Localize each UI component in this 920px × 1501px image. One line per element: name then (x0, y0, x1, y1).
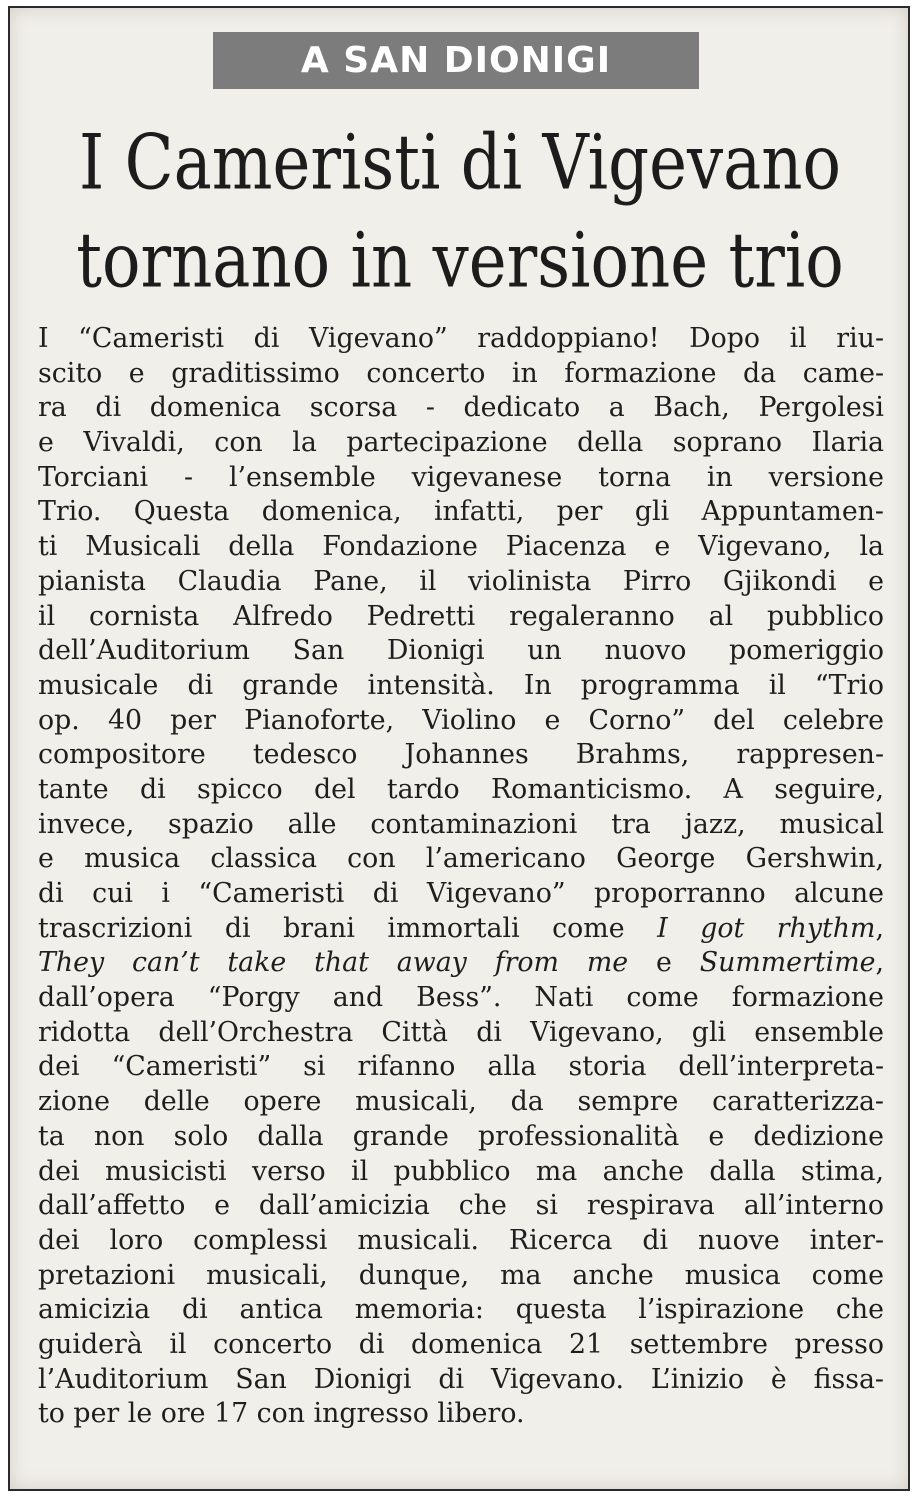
body-line (38, 912, 884, 947)
italic-title: I got rhythm (657, 912, 876, 944)
body-line (38, 1050, 884, 1085)
body-text: trascrizioni di brani immortali come (38, 912, 658, 944)
body-line (38, 1120, 884, 1155)
kicker-label: A SAN DIONIGI (300, 40, 612, 81)
body-line (38, 391, 884, 426)
body-line (38, 773, 884, 808)
body-text: ridotta dell’Orchestra Città di Vigevano, gli ensemble (38, 1016, 884, 1048)
body-line (38, 877, 884, 912)
body-text: l’Auditorium San Dionigi di Vigevano. L’inizio è fissa- (38, 1363, 884, 1395)
body-text: amicizia di antica memoria: questa l’ispirazione che (38, 1294, 884, 1326)
body-line (38, 530, 884, 565)
body-line (38, 1363, 884, 1398)
body-text: dall’opera “Porgy and Bess”. Nati come formazione (38, 982, 884, 1014)
body-text: Torciani - l’ensemble vigevanese torna in versione (38, 461, 884, 493)
body-text: guiderà il concerto di domenica 21 settembre presso (38, 1328, 884, 1360)
headline-line-1: I Cameristi di Vigevano (79, 120, 841, 208)
body-line (38, 461, 884, 496)
body-line (38, 1224, 884, 1259)
body-text: , (875, 947, 884, 979)
body-text: e musica classica con l’americano George Gershwin, (38, 843, 884, 875)
body-text: Trio. Questa domenica, infatti, per gli Appuntamen- (38, 496, 884, 528)
body-line (38, 1016, 884, 1051)
body-text: il cornista Alfredo Pedretti regaleranno al pubblico (38, 600, 884, 632)
body-text: tante di spicco del tardo Romanticismo. A seguire, (38, 773, 884, 805)
body-line (38, 808, 884, 843)
article-body (38, 322, 884, 1432)
body-line (38, 357, 884, 392)
headline-line-2: tornano in versione trio (76, 218, 844, 306)
body-line (38, 1397, 884, 1432)
body-text: compositore tedesco Johannes Brahms, rappresen- (38, 739, 884, 771)
body-text: zione delle opere musicali, da sempre caratterizza- (38, 1086, 884, 1118)
body-line (38, 981, 884, 1016)
body-line (38, 704, 884, 739)
body-text: e Vivaldi, con la partecipazione della soprano Ilaria (38, 427, 884, 459)
body-line (38, 565, 884, 600)
body-line (38, 1293, 884, 1328)
body-text: dei “Cameristi” si rifanno alla storia dell’interpreta- (38, 1051, 884, 1083)
body-text: op. 40 per Pianoforte, Violino e Corno” del celebre (38, 704, 884, 736)
body-text: I “Cameristi di Vigevano” raddoppiano! Dopo il riu- (38, 323, 884, 354)
body-line (38, 1155, 884, 1190)
body-text: di cui i “Cameristi di Vigevano” proporranno alcune (38, 878, 884, 909)
body-text: musicale di grande intensità. In programma il “Trio (38, 669, 884, 701)
body-text: invece, spazio alle contaminazioni tra jazz, musical (38, 808, 884, 840)
body-line (38, 634, 884, 669)
body-text: pretazioni musicali, dunque, ma anche musica come (38, 1259, 884, 1291)
body-line (38, 600, 884, 635)
body-line (38, 1189, 884, 1224)
body-line (38, 842, 884, 877)
body-text: to per le ore 17 con ingresso libero. (38, 1398, 525, 1430)
body-text: ti Musicali della Fondazione Piacenza e Vigevano, la (38, 531, 884, 563)
body-line (38, 669, 884, 704)
body-line (38, 946, 884, 981)
body-text: scito e graditissimo concerto in formazione da came- (38, 357, 884, 389)
body-line (38, 1328, 884, 1363)
body-line (38, 1259, 884, 1294)
body-line (38, 426, 884, 461)
body-text: ta non solo dalla grande professionalità e dedizione (38, 1120, 884, 1152)
body-text: dei musicisti verso il pubblico ma anche dalla stima, (38, 1155, 884, 1187)
body-text: dall’affetto e dall’amicizia che si respirava all’interno (38, 1190, 884, 1222)
body-text: , (875, 912, 884, 944)
body-line (38, 322, 884, 357)
italic-title: Summertime (699, 947, 876, 979)
body-line (38, 1085, 884, 1120)
section-kicker (213, 32, 699, 89)
body-text: pianista Claudia Pane, il violinista Pirro Gjikondi e (38, 565, 884, 597)
italic-title: They can’t take that away from me (38, 947, 629, 979)
body-line (38, 495, 884, 530)
body-text: e (628, 947, 700, 979)
body-text: dei loro complessi musicali. Ricerca di nuove inter- (38, 1224, 884, 1256)
body-text: dell’Auditorium San Dionigi un nuovo pomeriggio (38, 635, 884, 667)
body-text: ra di domenica scorsa - dedicato a Bach, Pergolesi (38, 392, 884, 424)
body-line (38, 738, 884, 773)
